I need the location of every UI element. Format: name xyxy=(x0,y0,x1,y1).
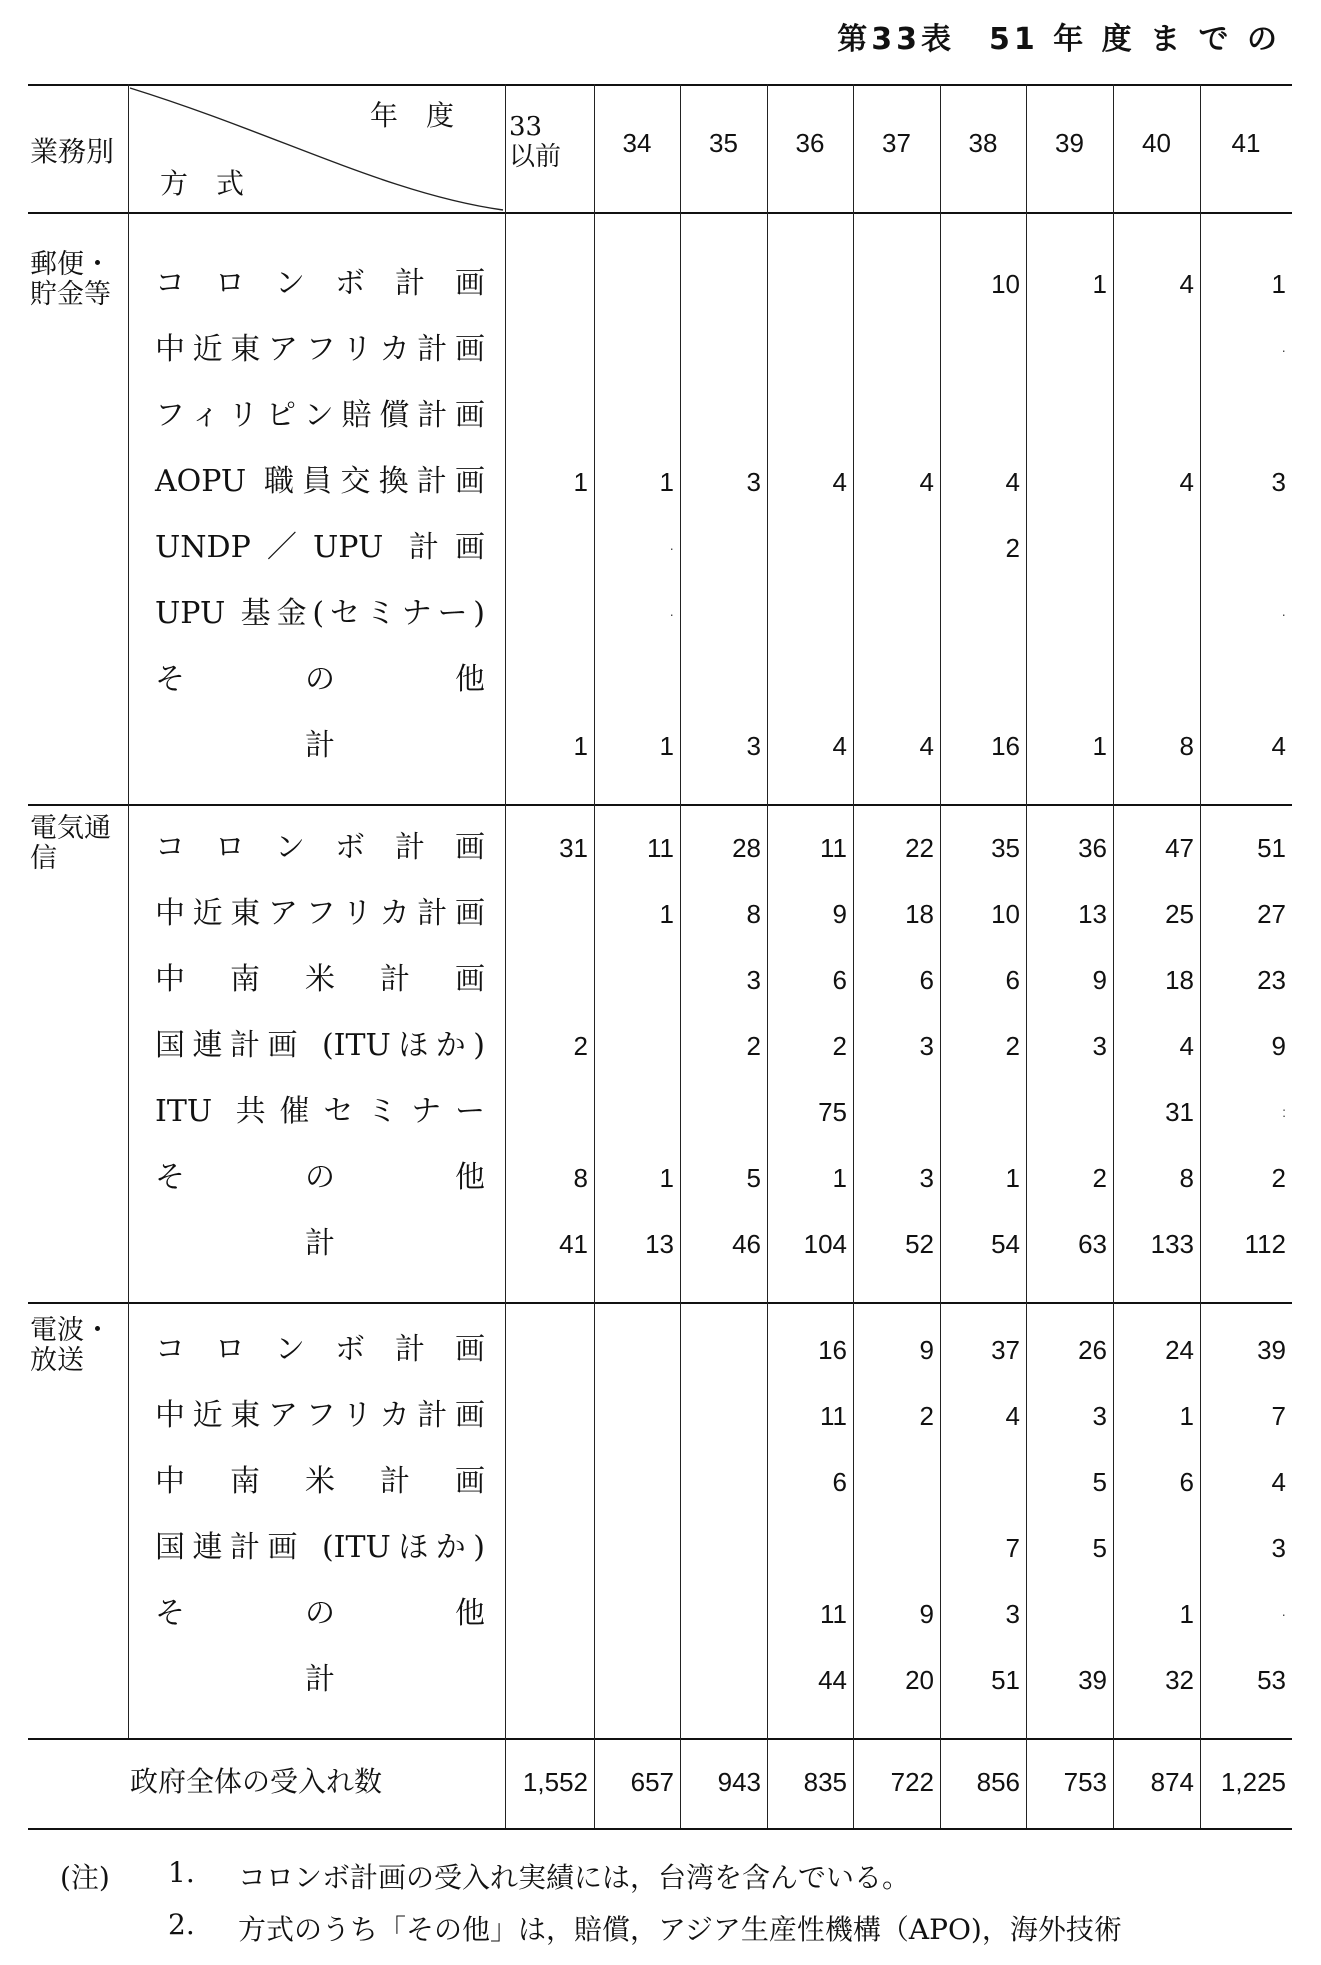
value-cell xyxy=(853,1092,934,1132)
value-cell: 1 xyxy=(659,731,674,761)
value-cell: 8 xyxy=(1179,1163,1194,1193)
value-cell: 41 xyxy=(559,1229,588,1259)
value-cell xyxy=(1113,528,1194,568)
value-cell: 51 xyxy=(1257,833,1286,863)
section-rule-2 xyxy=(28,1302,1292,1304)
method-label: コロンボ計画 xyxy=(155,830,485,865)
value-cell: 1 xyxy=(659,899,674,929)
value-cell: 46 xyxy=(732,1229,761,1259)
value-cell: 1 xyxy=(573,467,588,497)
value-cell: 1 xyxy=(832,1163,847,1193)
section-rule-3 xyxy=(28,1738,1292,1740)
value-cell: 9 xyxy=(919,1599,934,1629)
category-header: 業務別 xyxy=(30,135,115,168)
value-cell: 26 xyxy=(1078,1335,1107,1365)
value-cell: 4 xyxy=(1005,467,1020,497)
value-cell xyxy=(1026,462,1107,502)
method-label: 中近東アフリカ計画 xyxy=(155,332,485,367)
method-label: 中南米計画 xyxy=(155,1464,485,1499)
value-cell: 1 xyxy=(573,731,588,761)
value-cell: 3 xyxy=(746,731,761,761)
value-cell: 5 xyxy=(1092,1467,1107,1497)
value-cell: 4 xyxy=(1271,1467,1286,1497)
value-cell: 6 xyxy=(832,1467,847,1497)
value-cell: 4 xyxy=(832,467,847,497)
value-cell: 20 xyxy=(905,1665,934,1695)
value-cell: · xyxy=(1281,606,1286,622)
note-mark: (注) xyxy=(60,1861,110,1894)
value-cell: 6 xyxy=(1005,965,1020,995)
value-cell xyxy=(505,1396,588,1436)
value-cell: 1 xyxy=(1005,1163,1020,1193)
value-cell: 24 xyxy=(1165,1335,1194,1365)
value-cell: 7 xyxy=(1271,1401,1286,1431)
value-cell xyxy=(940,1462,1020,1502)
value-cell xyxy=(594,330,674,370)
value-cell: 75 xyxy=(818,1097,847,1127)
subtotal-label: 計 xyxy=(305,1662,335,1697)
section-name-1: 電気通 信 xyxy=(30,813,111,874)
year-header-2: 35 xyxy=(709,128,738,158)
method-label: ITU 共催セミナー xyxy=(155,1094,485,1129)
value-cell xyxy=(594,1462,674,1502)
value-cell: 4 xyxy=(1179,467,1194,497)
note-text: コロンボ計画の受入れ実績には，台湾を含んでいる。 xyxy=(238,1861,911,1894)
value-cell: 1 xyxy=(659,467,674,497)
note-number: 1. xyxy=(168,1856,195,1889)
total-label: 政府全体の受入れ数 xyxy=(130,1765,383,1798)
value-cell: 53 xyxy=(1257,1665,1286,1695)
total-value-cell: 1,225 xyxy=(1220,1767,1286,1797)
year-header-4: 37 xyxy=(882,128,911,158)
total-value-cell: 874 xyxy=(1150,1767,1194,1797)
value-cell xyxy=(680,1660,761,1700)
method-label: 中近東アフリカ計画 xyxy=(155,896,485,931)
value-cell: 52 xyxy=(905,1229,934,1259)
value-cell: 3 xyxy=(1092,1401,1107,1431)
value-cell: 5 xyxy=(1092,1533,1107,1563)
value-cell: 3 xyxy=(919,1031,934,1061)
value-cell: 2 xyxy=(1271,1163,1286,1193)
section-name-2: 電波・ 放送 xyxy=(30,1315,111,1376)
value-cell xyxy=(505,396,588,436)
column-divider-3 xyxy=(767,84,768,1828)
value-cell: 9 xyxy=(832,899,847,929)
value-cell xyxy=(594,660,674,700)
note-number: 2. xyxy=(168,1908,195,1941)
section-name-0: 郵便・ 貯金等 xyxy=(30,249,111,310)
method-label: 中近東アフリカ計画 xyxy=(155,1398,485,1433)
value-cell xyxy=(1113,660,1194,700)
table-bottom-rule xyxy=(28,1828,1292,1830)
total-value-cell: 722 xyxy=(890,1767,934,1797)
value-cell xyxy=(505,330,588,370)
value-cell xyxy=(767,330,847,370)
value-cell xyxy=(853,528,934,568)
value-cell xyxy=(594,264,674,304)
value-cell xyxy=(853,330,934,370)
value-cell: 16 xyxy=(991,731,1020,761)
value-cell xyxy=(594,1092,674,1132)
value-cell xyxy=(767,660,847,700)
value-cell xyxy=(505,960,588,1000)
method-label: UPU 基金(セミナー) xyxy=(155,596,485,631)
value-cell: 36 xyxy=(1078,833,1107,863)
total-value-cell: 1,552 xyxy=(522,1767,588,1797)
value-cell: 133 xyxy=(1150,1229,1194,1259)
method-label: UNDP／UPU 計画 xyxy=(155,530,485,565)
value-cell xyxy=(594,1396,674,1436)
value-cell xyxy=(505,1330,588,1370)
value-cell: · xyxy=(669,540,674,556)
method-label: AOPU 職員交換計画 xyxy=(155,464,485,499)
table-title: 第33表 51 年 度 ま で の xyxy=(837,22,1281,57)
subtotal-label: 計 xyxy=(305,728,335,763)
value-cell: · xyxy=(669,606,674,622)
value-cell: 2 xyxy=(746,1031,761,1061)
value-cell: 32 xyxy=(1165,1665,1194,1695)
value-cell: 4 xyxy=(919,731,934,761)
value-cell: · xyxy=(1281,1606,1286,1622)
value-cell: 5 xyxy=(746,1163,761,1193)
value-cell xyxy=(505,1594,588,1634)
value-cell: 1 xyxy=(1092,731,1107,761)
value-cell xyxy=(680,1462,761,1502)
value-cell xyxy=(594,1594,674,1634)
value-cell: 16 xyxy=(818,1335,847,1365)
value-cell: 2 xyxy=(919,1401,934,1431)
year-header-5: 38 xyxy=(968,128,998,158)
method-label: 国連計画 (ITUほか) xyxy=(155,1530,485,1565)
value-cell: : xyxy=(1282,1104,1286,1120)
value-cell xyxy=(940,594,1020,634)
value-cell xyxy=(940,1092,1020,1132)
method-label: その他 xyxy=(155,1596,485,1631)
value-cell: 3 xyxy=(1092,1031,1107,1061)
value-cell xyxy=(853,264,934,304)
value-cell xyxy=(1200,396,1286,436)
method-label: コロンボ計画 xyxy=(155,1332,485,1367)
value-cell: 18 xyxy=(1165,965,1194,995)
total-value-cell: 657 xyxy=(630,1767,674,1797)
value-cell: 27 xyxy=(1257,899,1286,929)
value-cell: 3 xyxy=(746,965,761,995)
value-cell xyxy=(680,1594,761,1634)
value-cell xyxy=(767,1528,847,1568)
value-cell: 4 xyxy=(1005,1401,1020,1431)
method-label: 国連計画 (ITUほか) xyxy=(155,1028,485,1063)
value-cell: 22 xyxy=(905,833,934,863)
value-cell: 3 xyxy=(746,467,761,497)
value-cell xyxy=(1026,594,1107,634)
value-cell: 8 xyxy=(1179,731,1194,761)
value-cell xyxy=(505,594,588,634)
value-cell xyxy=(940,660,1020,700)
value-cell xyxy=(767,594,847,634)
value-cell xyxy=(594,396,674,436)
method-label: 中南米計画 xyxy=(155,962,485,997)
column-divider-7 xyxy=(1113,84,1114,1828)
value-cell xyxy=(680,1092,761,1132)
column-divider-4 xyxy=(853,84,854,1828)
value-cell: 6 xyxy=(1179,1467,1194,1497)
value-cell: 11 xyxy=(820,833,847,863)
value-cell: 13 xyxy=(1078,899,1107,929)
column-divider-5 xyxy=(940,84,941,1828)
value-cell xyxy=(505,1660,588,1700)
total-value-cell: 943 xyxy=(717,1767,761,1797)
note-text: 方式のうち「その他」は，賠償，アジア生産性機構（APO)，海外技術 xyxy=(238,1913,1122,1946)
value-cell: 1 xyxy=(659,1163,674,1193)
value-cell: 39 xyxy=(1257,1335,1286,1365)
value-cell: 2 xyxy=(832,1031,847,1061)
value-cell: 1 xyxy=(1271,269,1286,299)
value-cell xyxy=(1026,528,1107,568)
value-cell xyxy=(853,396,934,436)
year-header-6: 39 xyxy=(1055,128,1084,158)
value-cell: 104 xyxy=(803,1229,847,1259)
value-cell: 3 xyxy=(1005,1599,1020,1629)
value-cell xyxy=(505,528,588,568)
subtotal-label: 計 xyxy=(305,1226,335,1261)
value-cell xyxy=(594,1528,674,1568)
value-cell xyxy=(1200,660,1286,700)
value-cell xyxy=(1026,1594,1107,1634)
value-cell: 8 xyxy=(573,1163,588,1193)
value-cell: 11 xyxy=(820,1401,847,1431)
value-cell xyxy=(505,1092,588,1132)
method-label: コロンボ計画 xyxy=(155,266,485,301)
value-cell: 37 xyxy=(991,1335,1020,1365)
value-cell: 31 xyxy=(559,833,588,863)
value-cell: 51 xyxy=(991,1665,1020,1695)
value-cell: 11 xyxy=(820,1599,847,1629)
value-cell: 10 xyxy=(991,899,1020,929)
column-divider-6 xyxy=(1026,84,1027,1828)
value-cell: 47 xyxy=(1165,833,1194,863)
value-cell: 4 xyxy=(1179,269,1194,299)
value-cell xyxy=(680,1528,761,1568)
value-cell: 1 xyxy=(1092,269,1107,299)
value-cell xyxy=(594,1026,674,1066)
value-cell: 54 xyxy=(991,1229,1020,1259)
value-cell: 9 xyxy=(1092,965,1107,995)
year-header-0: 33 以前 xyxy=(509,112,562,172)
value-cell xyxy=(853,594,934,634)
header-diagonal xyxy=(128,84,505,212)
value-cell: 2 xyxy=(573,1031,588,1061)
value-cell xyxy=(680,1330,761,1370)
value-cell: 4 xyxy=(1179,1031,1194,1061)
value-cell xyxy=(853,660,934,700)
value-cell xyxy=(505,1462,588,1502)
value-cell: 63 xyxy=(1078,1229,1107,1259)
value-cell xyxy=(680,396,761,436)
total-value-cell: 753 xyxy=(1063,1767,1107,1797)
method-label: その他 xyxy=(155,1160,485,1195)
value-cell xyxy=(1200,528,1286,568)
value-cell xyxy=(767,264,847,304)
value-cell xyxy=(1113,1528,1194,1568)
value-cell xyxy=(1026,330,1107,370)
value-cell xyxy=(680,264,761,304)
value-cell: 4 xyxy=(832,731,847,761)
value-cell xyxy=(767,528,847,568)
value-cell: 9 xyxy=(1271,1031,1286,1061)
value-cell: 1 xyxy=(1179,1401,1194,1431)
value-cell: 9 xyxy=(919,1335,934,1365)
value-cell: 10 xyxy=(991,269,1020,299)
value-cell: 13 xyxy=(645,1229,674,1259)
value-cell: 2 xyxy=(1092,1163,1107,1193)
method-label: その他 xyxy=(155,662,485,697)
column-divider-0 xyxy=(505,84,506,1828)
year-header: 年 度 xyxy=(370,99,455,132)
value-cell xyxy=(505,894,588,934)
value-cell xyxy=(1113,330,1194,370)
value-cell: 7 xyxy=(1005,1533,1020,1563)
value-cell xyxy=(1026,396,1107,436)
value-cell xyxy=(940,330,1020,370)
value-cell xyxy=(680,1396,761,1436)
value-cell: 2 xyxy=(1005,533,1020,563)
category-divider xyxy=(128,84,129,1738)
column-divider-1 xyxy=(594,84,595,1828)
value-cell xyxy=(680,528,761,568)
value-cell: 112 xyxy=(1244,1229,1286,1259)
value-cell xyxy=(505,264,588,304)
value-cell: 18 xyxy=(905,899,934,929)
value-cell: 6 xyxy=(832,965,847,995)
value-cell xyxy=(594,1330,674,1370)
value-cell: 4 xyxy=(919,467,934,497)
method-header: 方 式 xyxy=(160,167,245,200)
value-cell: 3 xyxy=(1271,467,1286,497)
value-cell: 2 xyxy=(1005,1031,1020,1061)
value-cell: 3 xyxy=(1271,1533,1286,1563)
value-cell: · xyxy=(1281,342,1286,358)
value-cell xyxy=(505,660,588,700)
value-cell: 4 xyxy=(1271,731,1286,761)
value-cell xyxy=(680,330,761,370)
year-header-3: 36 xyxy=(795,128,825,158)
value-cell xyxy=(853,1462,934,1502)
value-cell xyxy=(505,1528,588,1568)
value-cell: 28 xyxy=(732,833,761,863)
value-cell xyxy=(594,1660,674,1700)
total-value-cell: 856 xyxy=(976,1767,1020,1797)
column-divider-2 xyxy=(680,84,681,1828)
year-header-7: 40 xyxy=(1142,128,1171,158)
value-cell: 44 xyxy=(818,1665,847,1695)
year-header-8: 41 xyxy=(1231,128,1261,158)
value-cell xyxy=(1026,1092,1107,1132)
value-cell xyxy=(767,396,847,436)
value-cell xyxy=(853,1528,934,1568)
value-cell xyxy=(1113,396,1194,436)
value-cell xyxy=(940,396,1020,436)
value-cell: 1 xyxy=(1179,1599,1194,1629)
section-rule-1 xyxy=(28,804,1292,806)
diagonal-line xyxy=(130,88,503,210)
value-cell xyxy=(594,960,674,1000)
value-cell: 11 xyxy=(647,833,674,863)
year-header-1: 34 xyxy=(622,128,652,158)
value-cell: 39 xyxy=(1078,1665,1107,1695)
value-cell: 31 xyxy=(1165,1097,1194,1127)
value-cell: 23 xyxy=(1257,965,1286,995)
method-label: フィリピン賠償計画 xyxy=(155,398,485,433)
value-cell: 35 xyxy=(991,833,1020,863)
header-bottom-rule xyxy=(28,212,1292,214)
column-divider-8 xyxy=(1200,84,1201,1828)
value-cell xyxy=(680,594,761,634)
value-cell xyxy=(1026,660,1107,700)
total-value-cell: 835 xyxy=(803,1767,847,1797)
value-cell: 3 xyxy=(919,1163,934,1193)
value-cell: 8 xyxy=(746,899,761,929)
value-cell: 25 xyxy=(1165,899,1194,929)
value-cell: 6 xyxy=(919,965,934,995)
value-cell xyxy=(680,660,761,700)
value-cell xyxy=(1113,594,1194,634)
